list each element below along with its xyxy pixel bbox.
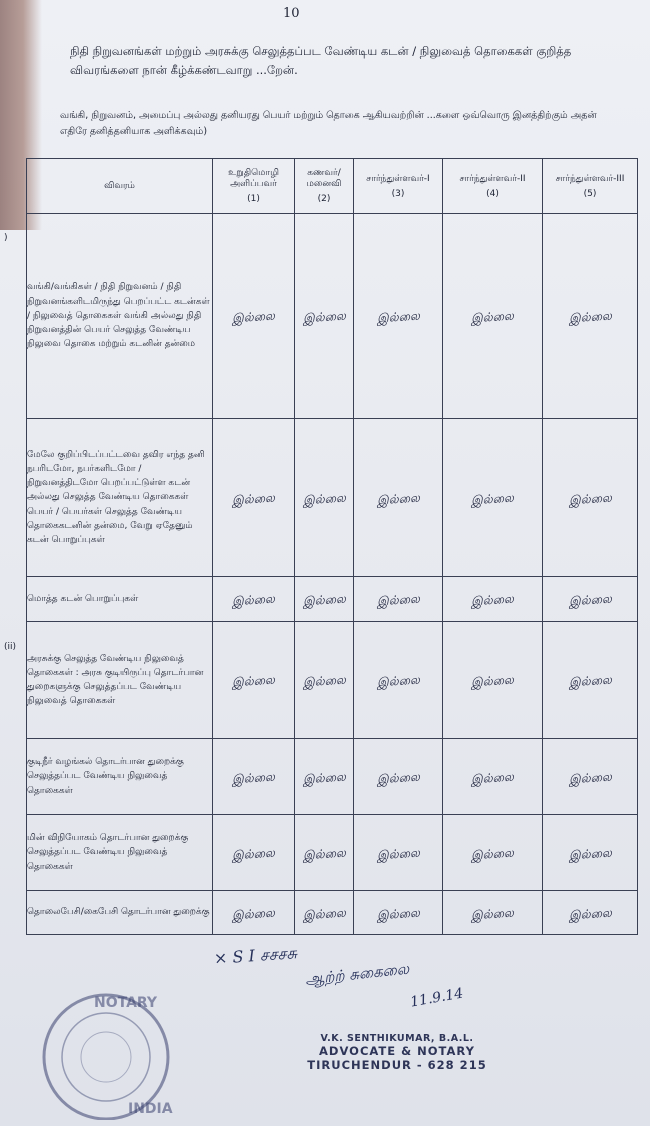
value-cell: இல்லை [295, 419, 354, 577]
notary-seal-icon [28, 985, 183, 1120]
table-row [27, 419, 638, 577]
liabilities-table [26, 158, 638, 935]
notary-place: TIRUCHENDUR - 628 215 [307, 1058, 487, 1072]
instruction-note: வங்கி, நிறுவனம், அமைப்பு அல்லது தனியரது பெயர் மற்றும் தொகை ஆகியவற்றின் ...களை ஒவ்வொரு இனத்திற்கும் அதன் எதிரே தனித்தனியாக அளிக்கவும்) [60, 110, 597, 137]
value-cell: இல்லை [443, 739, 543, 815]
value-cell: இல்லை [543, 815, 638, 891]
value-cell: இல்லை [354, 739, 443, 815]
value-cell: இல்லை [354, 214, 443, 419]
value-cell: இல்லை [443, 622, 543, 739]
table-row [27, 214, 638, 419]
header-cell: கணவர்/ மனைவி (2) [295, 159, 354, 214]
table-header-row [27, 159, 638, 214]
value-cell: இல்லை [295, 739, 354, 815]
value-cell: இல்லை [443, 577, 543, 622]
value-cell: இல்லை [295, 815, 354, 891]
handwritten-signature-date: 11.9.14 [409, 985, 465, 1011]
value-cell: இல்லை [354, 577, 443, 622]
handwritten-signature-line1: × S I சசசசு [213, 943, 298, 968]
value-cell: இல்லை [354, 419, 443, 577]
value-cell: இல்லை [213, 622, 295, 739]
header-cell: சார்ந்துள்ளவர்-II (4) [443, 159, 543, 214]
value-cell: இல்லை [213, 739, 295, 815]
row-description: அரசுக்கு செலுத்த வேண்டிய நிலுவைத் தொகைகள் : அரசு குடியிருப்பு தொடர்பான துறைகளுக்கு செலுத்தப்பட வேண்டிய நிலுவைத் தொகைகள் [27, 622, 213, 739]
value-cell: இல்லை [213, 815, 295, 891]
value-cell: இல்லை [443, 815, 543, 891]
header-cell: விவரம் [27, 159, 213, 214]
row-marker-i: ) [4, 233, 8, 243]
row-description: தொலைபேசி/கைபேசி தொடர்பான துறைக்கு [27, 891, 213, 935]
header-cell: உறுதிமொழி அளிப்பவர் (1) [213, 159, 295, 214]
table-row [27, 577, 638, 622]
value-cell: இல்லை [543, 214, 638, 419]
value-cell: இல்லை [443, 419, 543, 577]
header-cell: சார்ந்துள்ளவர்-I (3) [354, 159, 443, 214]
notary-name: V.K. SENTHIKUMAR, B.A.L. [320, 1033, 474, 1044]
value-cell: இல்லை [295, 622, 354, 739]
table-row [27, 891, 638, 935]
value-cell: இல்லை [295, 214, 354, 419]
value-cell: இல்லை [543, 577, 638, 622]
value-cell: இல்லை [543, 739, 638, 815]
header-cell: சார்ந்துள்ளவர்-III (5) [543, 159, 638, 214]
value-cell: இல்லை [295, 891, 354, 935]
seal-bottom-text: INDIA [128, 1101, 173, 1117]
row-description: மொத்த கடன் பொறுப்புகள் [27, 577, 213, 622]
table-row [27, 739, 638, 815]
intro-paragraph: நிதி நிறுவனங்கள் மற்றும் அரசுக்கு செலுத்தப்பட வேண்டிய கடன் / நிலுவைத் தொகைகள் குறித்த விவரங்களை நான் கீழ்க்கண்டவாறு ...றேன். [70, 44, 572, 77]
value-cell: இல்லை [543, 419, 638, 577]
value-cell: இல்லை [543, 622, 638, 739]
value-cell: இல்லை [295, 577, 354, 622]
value-cell: இல்லை [213, 214, 295, 419]
table-row [27, 815, 638, 891]
value-cell: இல்லை [213, 891, 295, 935]
value-cell: இல்லை [213, 577, 295, 622]
row-description: வங்கி/வங்கிகள் / நிதி நிறுவனம் / நிதி நிறுவனங்களிடமிருந்து பெறப்பட்ட கடன்கள் / நிலுவைத் தொகைகள் வங்கி அல்லது நிதி நிறுவனத்தின் பெயர் செலுத்த வேண்டிய நிலுவை தொகை மற்றும் கடனின் தன்மை [27, 214, 213, 419]
row-description: மேலே குறிப்பிடப்பட்டவை தவிர எந்த தனி நபரிடமோ, நபர்களிடமோ / நிறுவனத்திடமோ பெறப்பட்டுள்ள கடன் அல்லது செலுத்த வேண்டிய தொகைகள் பெயர் / பெயர்கள் செலுத்த வேண்டிய தொகைகடனின் தன்மை, வேறு ஏதேனும் கடன் பொறுப்புகள் [27, 419, 213, 577]
value-cell: இல்லை [443, 891, 543, 935]
value-cell: இல்லை [213, 419, 295, 577]
value-cell: இல்லை [443, 214, 543, 419]
page-number: 10 [283, 6, 300, 21]
seal-top-text: NOTARY [94, 995, 158, 1011]
value-cell: இல்லை [354, 815, 443, 891]
notary-stamp [292, 1033, 502, 1072]
value-cell: இல்லை [354, 622, 443, 739]
value-cell: இல்லை [354, 891, 443, 935]
handwritten-signature-line2: ஆற்ற் சுகைலை [304, 959, 410, 989]
value-cell: இல்லை [543, 891, 638, 935]
row-description: மின் விநியோகம் தொடர்பான துறைக்கு செலுத்தப்பட வேண்டிய நிலுவைத் தொகைகள் [27, 815, 213, 891]
row-marker-ii: (ii) [4, 642, 17, 652]
row-description: குடிநீர் வழங்கல் தொடர்பான துறைக்கு செலுத்தப்பட வேண்டிய நிலுவைத் தொகைகள் [27, 739, 213, 815]
notary-title: ADVOCATE & NOTARY [319, 1044, 475, 1058]
table-row [27, 622, 638, 739]
